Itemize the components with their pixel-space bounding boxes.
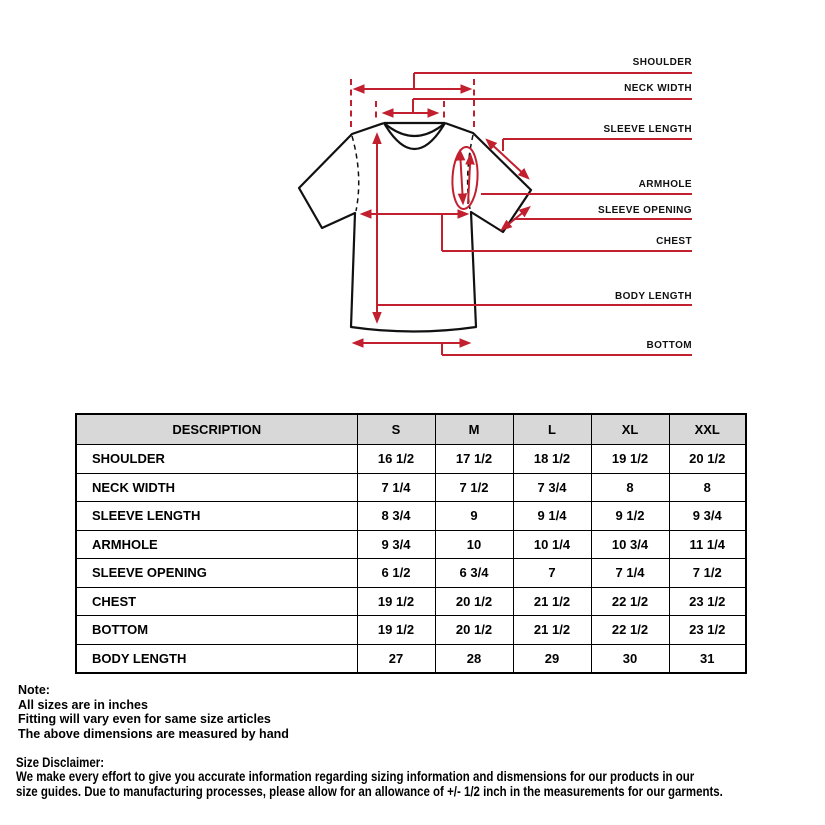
size-cell: 31: [669, 644, 746, 673]
disclaimer-title: Size Disclaimer:: [16, 755, 105, 770]
size-cell: 20 1/2: [435, 587, 513, 616]
size-cell: 30: [591, 644, 669, 673]
diagram-label-sleeve-opening: SLEEVE OPENING: [598, 205, 692, 216]
size-cell: 7 1/4: [591, 559, 669, 588]
row-label-cell: SLEEVE LENGTH: [76, 502, 357, 531]
row-label-cell: ARMHOLE: [76, 530, 357, 559]
size-cell: 7 3/4: [513, 473, 591, 502]
table-row-sleeve-length: [76, 502, 746, 531]
diagram-label-shoulder: SHOULDER: [632, 57, 692, 68]
disclaimer-line: size guides. Due to manufacturing processes, please allow for an allowance of +/- 1/2 inch in the measurements for our garments.: [16, 783, 723, 799]
note-line: The above dimensions are measured by hand: [18, 726, 289, 741]
diagram-label-body-length: BODY LENGTH: [615, 291, 692, 302]
tshirt-measurement-diagram: [0, 0, 825, 400]
size-cell: 9 3/4: [669, 502, 746, 531]
column-header-xl: XL: [591, 414, 669, 445]
note-line: Fitting will vary even for same size articles: [18, 712, 271, 727]
size-cell: 22 1/2: [591, 616, 669, 645]
diagram-label-armhole: ARMHOLE: [638, 179, 692, 190]
diagram-label-neck-width: NECK WIDTH: [624, 83, 692, 94]
size-cell: 19 1/2: [357, 616, 435, 645]
row-label-cell: CHEST: [76, 587, 357, 616]
size-cell: 6 1/2: [357, 559, 435, 588]
column-header-m: M: [435, 414, 513, 445]
size-cell: 29: [513, 644, 591, 673]
size-cell: 18 1/2: [513, 445, 591, 474]
row-label-cell: SLEEVE OPENING: [76, 559, 357, 588]
note-line: All sizes are in inches: [18, 697, 148, 712]
column-header-xxl: XXL: [669, 414, 746, 445]
size-cell: 9 1/2: [591, 502, 669, 531]
size-cell: 21 1/2: [513, 587, 591, 616]
disclaimer-line: We make every effort to give you accurate information regarding sizing information and dismensions for our products in our: [16, 769, 695, 785]
tshirt-outline: [299, 123, 531, 332]
row-label-cell: BOTTOM: [76, 616, 357, 645]
size-cell: 20 1/2: [435, 616, 513, 645]
row-label-cell: NECK WIDTH: [76, 473, 357, 502]
column-header-l: L: [513, 414, 591, 445]
notes-title: Note:: [18, 683, 50, 697]
diagram-label-chest: CHEST: [656, 236, 692, 247]
table-row-armhole: [76, 530, 746, 559]
row-label-cell: BODY LENGTH: [76, 644, 357, 673]
size-cell: 10 3/4: [591, 530, 669, 559]
size-cell: 11 1/4: [669, 530, 746, 559]
size-cell: 10 1/4: [513, 530, 591, 559]
size-cell: 17 1/2: [435, 445, 513, 474]
table-row-shoulder: [76, 445, 746, 474]
header-row: [76, 414, 746, 445]
size-cell: 7 1/2: [435, 473, 513, 502]
disclaimer-block: [16, 756, 723, 799]
size-cell: 7 1/4: [357, 473, 435, 502]
size-cell: 27: [357, 644, 435, 673]
size-cell: 6 3/4: [435, 559, 513, 588]
size-cell: 10: [435, 530, 513, 559]
size-table: [75, 413, 747, 674]
size-cell: 21 1/2: [513, 616, 591, 645]
notes-block: [18, 683, 289, 741]
column-header-description: DESCRIPTION: [76, 414, 357, 445]
size-cell: 16 1/2: [357, 445, 435, 474]
size-cell: 9 3/4: [357, 530, 435, 559]
size-cell: 23 1/2: [669, 587, 746, 616]
size-cell: 19 1/2: [591, 445, 669, 474]
size-cell: 9 1/4: [513, 502, 591, 531]
size-cell: 22 1/2: [591, 587, 669, 616]
table-row-chest: [76, 587, 746, 616]
size-cell: 8: [669, 473, 746, 502]
column-header-s: S: [357, 414, 435, 445]
size-cell: 23 1/2: [669, 616, 746, 645]
table-row-bottom: [76, 616, 746, 645]
size-cell: 7 1/2: [669, 559, 746, 588]
size-cell: 20 1/2: [669, 445, 746, 474]
row-label-cell: SHOULDER: [76, 445, 357, 474]
size-cell: 28: [435, 644, 513, 673]
table-row-body-length: [76, 644, 746, 673]
size-cell: 19 1/2: [357, 587, 435, 616]
size-cell: 8: [591, 473, 669, 502]
sleeve-length-arrow: [487, 139, 692, 178]
diagram-label-sleeve-length: SLEEVE LENGTH: [603, 124, 692, 135]
size-cell: 9: [435, 502, 513, 531]
neck-width-arrow: [384, 99, 692, 113]
table-row-neck-width: [76, 473, 746, 502]
size-cell: 8 3/4: [357, 502, 435, 531]
diagram-label-bottom: BOTTOM: [646, 340, 692, 351]
bottom-arrow: [354, 343, 692, 355]
size-cell: 7: [513, 559, 591, 588]
table-row-sleeve-opening: [76, 559, 746, 588]
